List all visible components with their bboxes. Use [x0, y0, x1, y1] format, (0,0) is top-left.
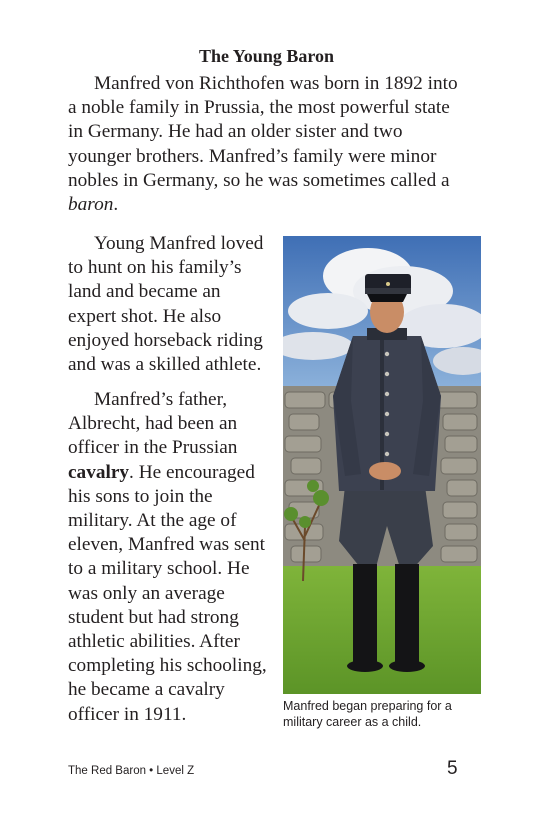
- soldier-illustration: [283, 236, 481, 694]
- book-title-footer: The Red Baron • Level Z: [68, 765, 195, 777]
- paragraph-hunting: Young Manfred loved to hunt on his family’s land and became an expert shot. He also enjoyed horseback riding and was a skilled athlete.: [68, 233, 264, 376]
- section-title: The Young Baron: [198, 46, 335, 66]
- glossary-term-cavalry: cavalry: [68, 461, 130, 483]
- page-number: 5: [447, 758, 458, 779]
- paragraph-birth: Manfred von Richthofen was born in 1892 into a noble family in Prussia, the most powerful state in Germany. He had an older sister and two younger brothers. Manfred’s family were minor nobles in Germany, so he was sometimes called a baron.: [68, 73, 458, 216]
- paragraph-father: Manfred’s father, Albrecht, had been an officer in the Prussian cavalry. He encouraged his sons to join the military. At the age of eleven, Manfred was sent to a military school. He was only an average student but had strong athletic abilities. After completing his schooling, he became a cavalry officer in 1911.: [68, 389, 267, 725]
- italic-term-baron: baron: [68, 194, 114, 216]
- figure-caption: Manfred began preparing for a military career as a child.: [283, 699, 452, 729]
- illustration-young-manfred: [283, 236, 481, 694]
